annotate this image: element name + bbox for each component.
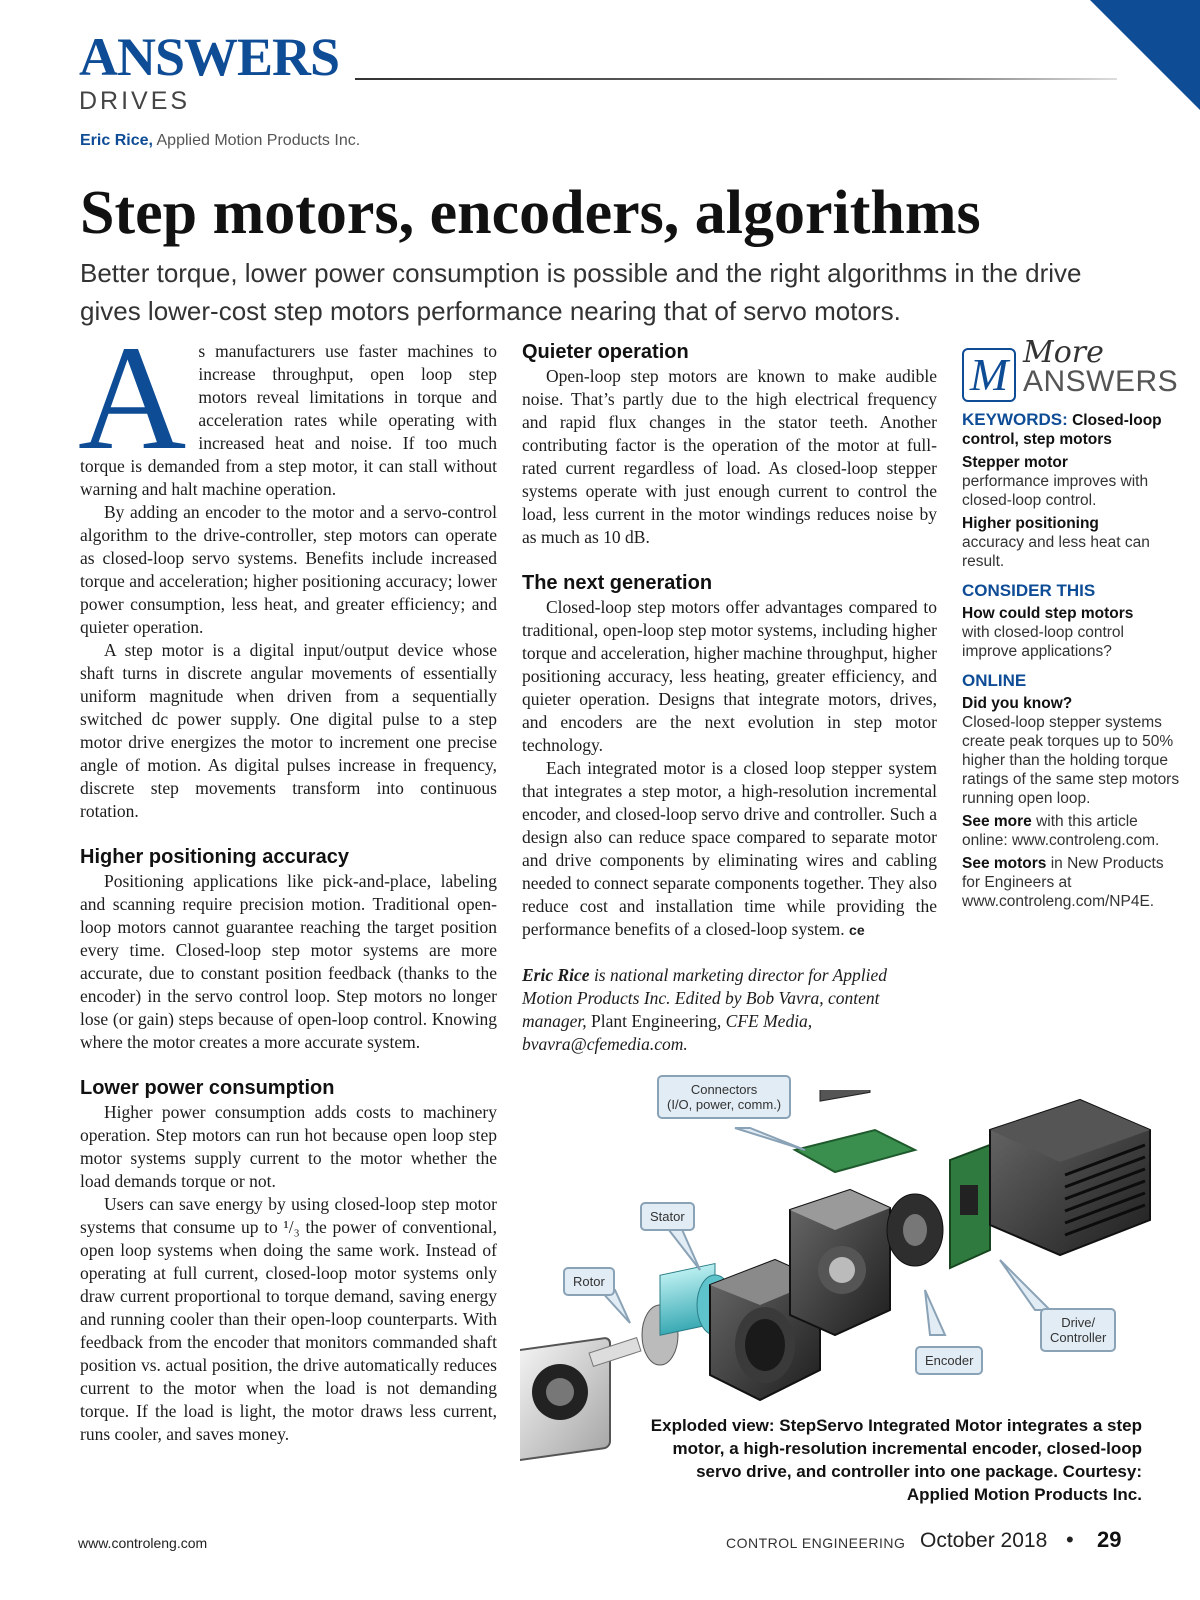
connectors-part xyxy=(795,1090,915,1172)
author-name: Eric Rice, xyxy=(80,132,153,149)
footer-bullet: • xyxy=(1066,1527,1074,1552)
more-logo-m: M xyxy=(962,348,1016,402)
callout-text: Drive/ xyxy=(1061,1315,1096,1330)
end-mark: ce xyxy=(849,922,865,938)
byline xyxy=(80,132,360,150)
dek: Better torque, lower power consumption is possible and the right algorithms in the drive gives lower-cost step motors performance nearing that of servo motors. xyxy=(80,258,1082,326)
callout-text: Connectors xyxy=(690,1082,758,1097)
callout-stator: Stator xyxy=(640,1202,695,1231)
section-subtitle: DRIVES xyxy=(79,87,191,115)
more-logo-answers: ANSWERS xyxy=(1023,365,1179,398)
body-paragraph: Closed-loop step motors offer advantages compared to traditional, open-loop step motor systems, including higher torque and acceleration, higher machine throughput, higher positioning accuracy, less heating, greater efficiency, and quieter operation. Designs that integrate motors, drives, and encoders are the next evolution in step motor technology. xyxy=(522,597,937,755)
sidebar-item-bold: Higher positioning xyxy=(962,515,1099,532)
footer-magazine-name: CONTROL ENGINEERING xyxy=(726,1535,906,1551)
sidebar-item xyxy=(962,514,1180,571)
online-heading: ONLINE xyxy=(962,671,1027,690)
callout-encoder: Encoder xyxy=(915,1346,983,1375)
callout-text: (I/O, power, comm.) xyxy=(667,1097,782,1112)
sidebar-keywords xyxy=(962,410,1180,449)
sidebar-item xyxy=(962,694,1180,808)
housing-part xyxy=(790,1190,890,1335)
bio-text: is national marketing director for Applied Motion Products Inc. Edited by Bob Vavra, content manager, xyxy=(522,965,888,1031)
encoder-part xyxy=(887,1194,943,1266)
bio-publication: Plant Engineering xyxy=(591,1011,717,1031)
sidebar-item-bold: Did you know? xyxy=(962,695,1073,712)
drive-board-part xyxy=(950,1145,990,1268)
footer-date: October 2018 xyxy=(920,1529,1048,1552)
body-text: Each integrated motor is a closed loop stepper system that integrates a step motor, a high-resolution incremental encoder, and closed-loop servo drive and controller. Such a design also can reduce space compared to separate motor and drive components by eliminating wires and cabling needed to connect separate components together. They also reduce cost and installation time while providing the performance benefits of a closed-loop system. xyxy=(522,758,937,939)
see-motors-link[interactable] xyxy=(962,854,1180,911)
callout-text: Controller xyxy=(1050,1330,1107,1345)
body-paragraph: By adding an encoder to the motor and a servo-control algorithm to the drive-controller, step motors can operate as closed-loop servo systems. Benefits include increased torque and acceleration; higher positioning accuracy; lower power consumption, less heat, and greater efficiency; and quieter operation. xyxy=(80,502,497,637)
body-paragraph: Higher power consumption adds costs to machinery operation. Step motors can run hot because open loop step motor systems supply current to the motor whether the load demands torque or not. xyxy=(80,1102,497,1191)
callout-connectors xyxy=(657,1075,791,1119)
sidebar-item-text: Closed-loop stepper systems create peak torques up to 50% higher than the holding torque ratings of the same step motors running open loop. xyxy=(962,714,1180,807)
subhead-accuracy: Higher positioning accuracy xyxy=(80,846,349,868)
page-number: 29 xyxy=(1097,1527,1122,1552)
sidebar-item-bold: See motors xyxy=(962,855,1047,872)
sidebar-item-text: with closed-loop control improve applications? xyxy=(962,624,1124,660)
fraction: ¹/₃ xyxy=(283,1217,300,1237)
bio-text: , CFE Media, bvavra@cfemedia.com. xyxy=(522,1011,813,1054)
body-text: Users can save energy by using closed-loop step motor systems that consume up to xyxy=(80,1194,497,1237)
author-bio xyxy=(522,964,937,1056)
sidebar-item-bold: See more xyxy=(962,813,1032,830)
sidebar-item xyxy=(962,453,1180,510)
body-paragraph: Open-loop step motors are known to make audible noise. That’s partly due to the high electrical frequency and rapid flux changes in the stator teeth. Another contributing factor is the operation of the motor at full-rated current regardless of load. As closed-loop stepper systems operate with just enough current to control the load, less current in the motor windings reduces noise by as much as 10 dB. xyxy=(522,366,937,547)
sidebar-item-text: with this article online: www.controleng.com. xyxy=(962,813,1160,849)
more-answers-sidebar xyxy=(962,335,1180,911)
sidebar-item-text: in New Products for Engineers at www.controleng.com/NP4E. xyxy=(962,855,1164,910)
keywords-text: Closed-loop control, step motors xyxy=(962,412,1162,448)
callout-rotor: Rotor xyxy=(563,1267,615,1296)
body-text: the power of conventional, open loop systems when doing the same work. Instead of operating at full current, closed-loop motor systems only draw current proportional to torque demand, saving energy and running cooler than their open-loop counterparts. With feedback from the encoder that monitors commanded shaft position vs. actual position, the drive automatically reduces current to the motor when the load is not demanding torque. If the load is light, the motor draws less current, runs cooler, and saves money. xyxy=(80,1217,498,1444)
section-title: ANSWERS xyxy=(79,27,340,87)
bio-name: Eric Rice xyxy=(522,965,590,985)
see-more-link[interactable] xyxy=(962,812,1180,850)
more-answers-logo xyxy=(962,335,1180,404)
sidebar-item xyxy=(962,604,1180,661)
drop-cap: A xyxy=(78,315,187,481)
section-rule xyxy=(355,78,1117,80)
more-logo-word: More xyxy=(1023,335,1104,370)
author-company: Applied Motion Products Inc. xyxy=(156,132,361,149)
figure-caption: Exploded view: StepServo Integrated Motor integrates a step motor, a high-resolution incremental encoder, closed-loop servo drive, and controller into one package. Courtesy: Applied Motion Products Inc. xyxy=(650,1416,1142,1504)
keywords-label: KEYWORDS: xyxy=(962,410,1068,429)
intro-text: s manufacturers use faster machines to increase throughput, open loop step motors reveal limitations in torque and acceleration rates while operating with increased heat and noise. If too much torque is demanded from a step motor, it can stall without warning and halt machine operation. xyxy=(80,341,497,499)
consider-heading: CONSIDER THIS xyxy=(962,581,1096,600)
sidebar-item-text: accuracy and less heat can result. xyxy=(962,534,1150,570)
corner-accent-triangle xyxy=(1090,0,1200,110)
article-column-1 xyxy=(78,315,498,1446)
subhead-quiet: Quieter operation xyxy=(522,341,689,363)
headline: Step motors, encoders, algorithms xyxy=(80,179,981,247)
sidebar-item-bold: Stepper motor xyxy=(962,454,1068,471)
heatsink-part xyxy=(990,1100,1150,1255)
body-paragraph: Positioning applications like pick-and-place, labeling and scanning require precision motion. Traditional open-loop motors cannot guarantee reaching the target position every time. Closed-loop step motor systems are more accurate, due to constant position feedback (thanks to the encoder) in the servo control loop. Step motors no longer lose (or gain) steps because of open-loop control. Knowing where the motor creates a more accurate system. xyxy=(80,871,497,1052)
article-column-2 xyxy=(522,340,937,1056)
intro-paragraph xyxy=(78,315,497,501)
sidebar-item-text: performance improves with closed-loop control. xyxy=(962,473,1149,509)
body-paragraph xyxy=(80,1193,497,1446)
subhead-power: Lower power consumption xyxy=(80,1077,335,1099)
body-paragraph: A step motor is a digital input/output device whose shaft turns in discrete angular movements of essentially uniform magnitude when driven from a sequentially switched dc power supply. One digital pulse to a step motor drive energizes the motor to increment one precise angle of motion. As digital pulses increase in frequency, discrete step movements transform into continuous rotation. xyxy=(80,640,497,821)
body-paragraph xyxy=(522,757,937,942)
footer-url[interactable]: www.controleng.com xyxy=(78,1535,208,1551)
sidebar-item-bold: How could step motors xyxy=(962,605,1134,622)
callout-drive-controller xyxy=(1040,1308,1116,1352)
subhead-next: The next generation xyxy=(522,572,713,594)
